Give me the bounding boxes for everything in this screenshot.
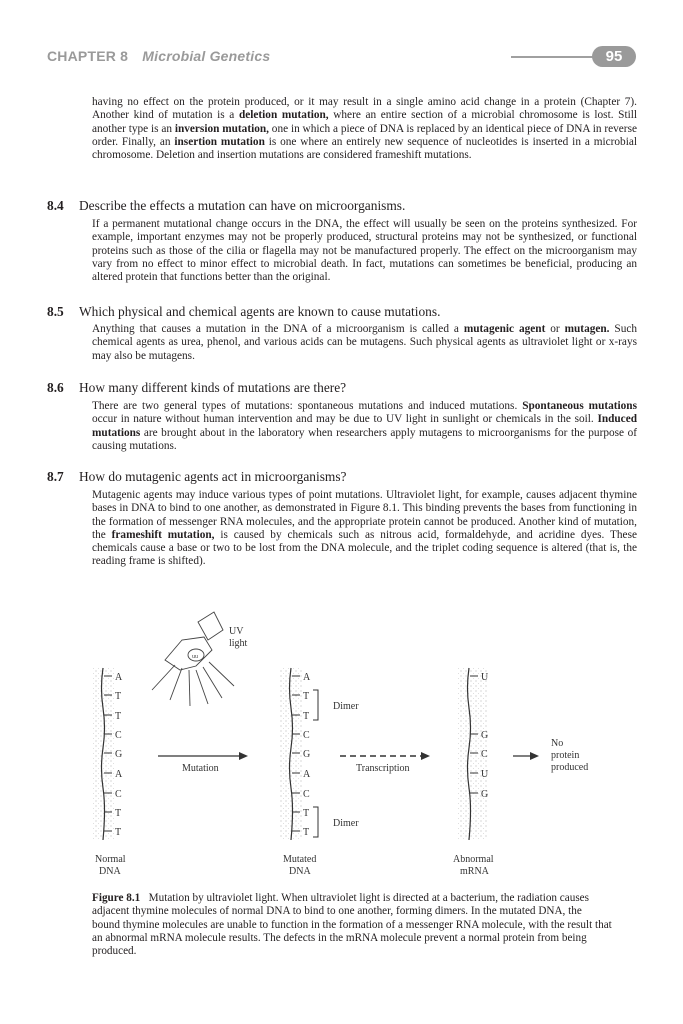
- mutation-label: Mutation: [182, 763, 219, 774]
- uv-label-line1: UV: [229, 626, 244, 637]
- transcription-label: Transcription: [356, 763, 410, 774]
- normal-dna-bases: [115, 672, 123, 838]
- question-8-7: [47, 469, 347, 485]
- question-number: 8.6: [47, 380, 64, 395]
- question-text: Which physical and chemical agents are known to cause mutations.: [79, 304, 441, 319]
- base: G: [481, 789, 489, 800]
- answer-8-4: If a permanent mutational change occurs in the DNA, the effect will usually be seen on the proteins synthesized. For example, important enzymes may not be properly produced, structural proteins may not be synthesized, or functional proteins such as those of the cilia or flagella may not be manufactured properly. The effect on the microorganism may vary from no effect to minor effect to microbial death. In fact, mutations can sometimes be beneficial, producing an altered protein that functions better than the original.: [92, 218, 637, 284]
- base: A: [115, 769, 123, 780]
- base: T: [303, 691, 310, 702]
- normal-dna-label-line2: DNA: [99, 866, 121, 877]
- question-number: 8.4: [47, 198, 64, 213]
- uv-lamp-icon: [152, 612, 234, 706]
- base: C: [303, 789, 310, 800]
- transcription-arrowhead: [421, 752, 430, 760]
- base: A: [303, 769, 311, 780]
- question-text: How do mutagenic agents act in microorganisms?: [79, 469, 347, 484]
- mutated-dna-label-line2: DNA: [289, 866, 311, 877]
- base: C: [115, 789, 122, 800]
- answer-8-7: Mutagenic agents may induce various types of point mutations. Ultraviolet light, for example, causes adjacent thymine bases in DNA to bind to one another, as demonstrated in Figure 8.1. This binding prevents the bases from functioning in the formation of messenger RNA molecules, and the appropriate protein cannot be produced. Another kind of mutation, the frameshift mutation, is caused by chemicals such as nitrous acid, formaldehyde, and acridine dyes. These chemicals cause a base or two to be lost from the DNA molecule, and the triplet coding sequence is altered (that is, the reading frame is shifted).: [92, 489, 637, 568]
- abnormal-mrna-label-line1: Abnormal: [453, 854, 494, 865]
- dimer-label-bottom: Dimer: [333, 818, 359, 829]
- figure-8-1: [0, 600, 683, 890]
- mutated-dna-stipple: [280, 668, 302, 840]
- chapter-title: Microbial Genetics: [142, 48, 271, 64]
- mutated-dna-label-line1: Mutated: [283, 854, 317, 865]
- dimer-label-top: Dimer: [333, 701, 359, 712]
- question-number: 8.7: [47, 469, 64, 484]
- base: G: [115, 749, 123, 760]
- base: C: [303, 730, 310, 741]
- chapter-number: CHAPTER 8: [47, 48, 129, 64]
- base: G: [481, 730, 489, 741]
- header-rule: [511, 56, 601, 58]
- mutated-dna-bases: [303, 672, 311, 838]
- answer-8-6: There are two general types of mutations: spontaneous mutations and induced mutations. Spontaneous mutations occur in nature without human intervention and may be due to UV light in sunlight or chemicals in the soil. Induced mutations are brought about in the laboratory when researchers apply mutagens to microorganisms for the purpose of causing mutations.: [92, 400, 637, 452]
- running-header: [47, 48, 270, 64]
- base: T: [115, 827, 122, 838]
- base: T: [115, 711, 122, 722]
- base: T: [303, 827, 310, 838]
- abnormal-mrna-label-line2: mRNA: [460, 866, 489, 877]
- mutation-arrowhead: [239, 752, 248, 760]
- base: T: [303, 808, 310, 819]
- outcome-line3: produced: [551, 762, 589, 773]
- base: U: [481, 769, 489, 780]
- base: G: [303, 749, 311, 760]
- answer-8-5: Anything that causes a mutation in the DNA of a microorganism is called a mutagenic agent or mutagen. Such chemical agents as urea, phenol, and various acids can be mutagens. Such physical agents as ultraviolet light or x-rays may also be mutagens.: [92, 323, 638, 362]
- outcome-line1: No: [551, 738, 564, 749]
- question-text: How many different kinds of mutations are there?: [79, 380, 347, 395]
- caption-label: Figure 8.1: [92, 892, 141, 904]
- svg-text:uu: uu: [192, 654, 198, 660]
- page-number: 95: [592, 46, 636, 67]
- dimer-bracket-top: [313, 690, 318, 720]
- base: C: [481, 749, 488, 760]
- question-8-5: [47, 304, 440, 320]
- question-8-4: [47, 198, 405, 214]
- normal-dna-stipple: [92, 668, 114, 840]
- outcome-line2: protein: [551, 750, 580, 761]
- outcome-arrowhead: [530, 752, 539, 760]
- normal-dna-label-line1: Normal: [95, 854, 126, 865]
- base: U: [481, 672, 489, 683]
- base: A: [115, 672, 123, 683]
- question-8-6: [47, 380, 346, 396]
- base: T: [115, 691, 122, 702]
- dimer-bracket-bottom: [313, 807, 318, 837]
- base: C: [115, 730, 122, 741]
- caption-text: Mutation by ultraviolet light. When ultraviolet light is directed at a bacterium, the radiation causes adjacent thymine molecules of normal DNA to bind to one another, forming dimers. In the mutated DNA, the bound thymine molecules are unable to function in the formation of a messenger RNA molecule, with the result that an abnormal mRNA molecule results. The defects in the mRNA molecule prevent a normal protein from being produced.: [92, 892, 612, 958]
- base: T: [303, 711, 310, 722]
- intro-paragraph: having no effect on the protein produced, or it may result in a single amino acid change in a protein (Chapter 7). Another kind of mutation is a deletion mutation, where an entire section of a microbial chromosome is lost. Still another type is an inversion mutation, one in which a piece of DNA is replaced by an identical piece of DNA in reverse order. Finally, an insertion mutation is one where an entirely new sequence of nucleotides is inserted in a microbial chromosome. Deletion and insertion mutations are considered frameshift mutations.: [92, 96, 637, 162]
- base: T: [115, 808, 122, 819]
- figure-caption: [92, 892, 612, 958]
- base: A: [303, 672, 311, 683]
- question-number: 8.5: [47, 304, 64, 319]
- uv-label-line2: light: [229, 638, 248, 649]
- question-text: Describe the effects a mutation can have on microorganisms.: [79, 198, 406, 213]
